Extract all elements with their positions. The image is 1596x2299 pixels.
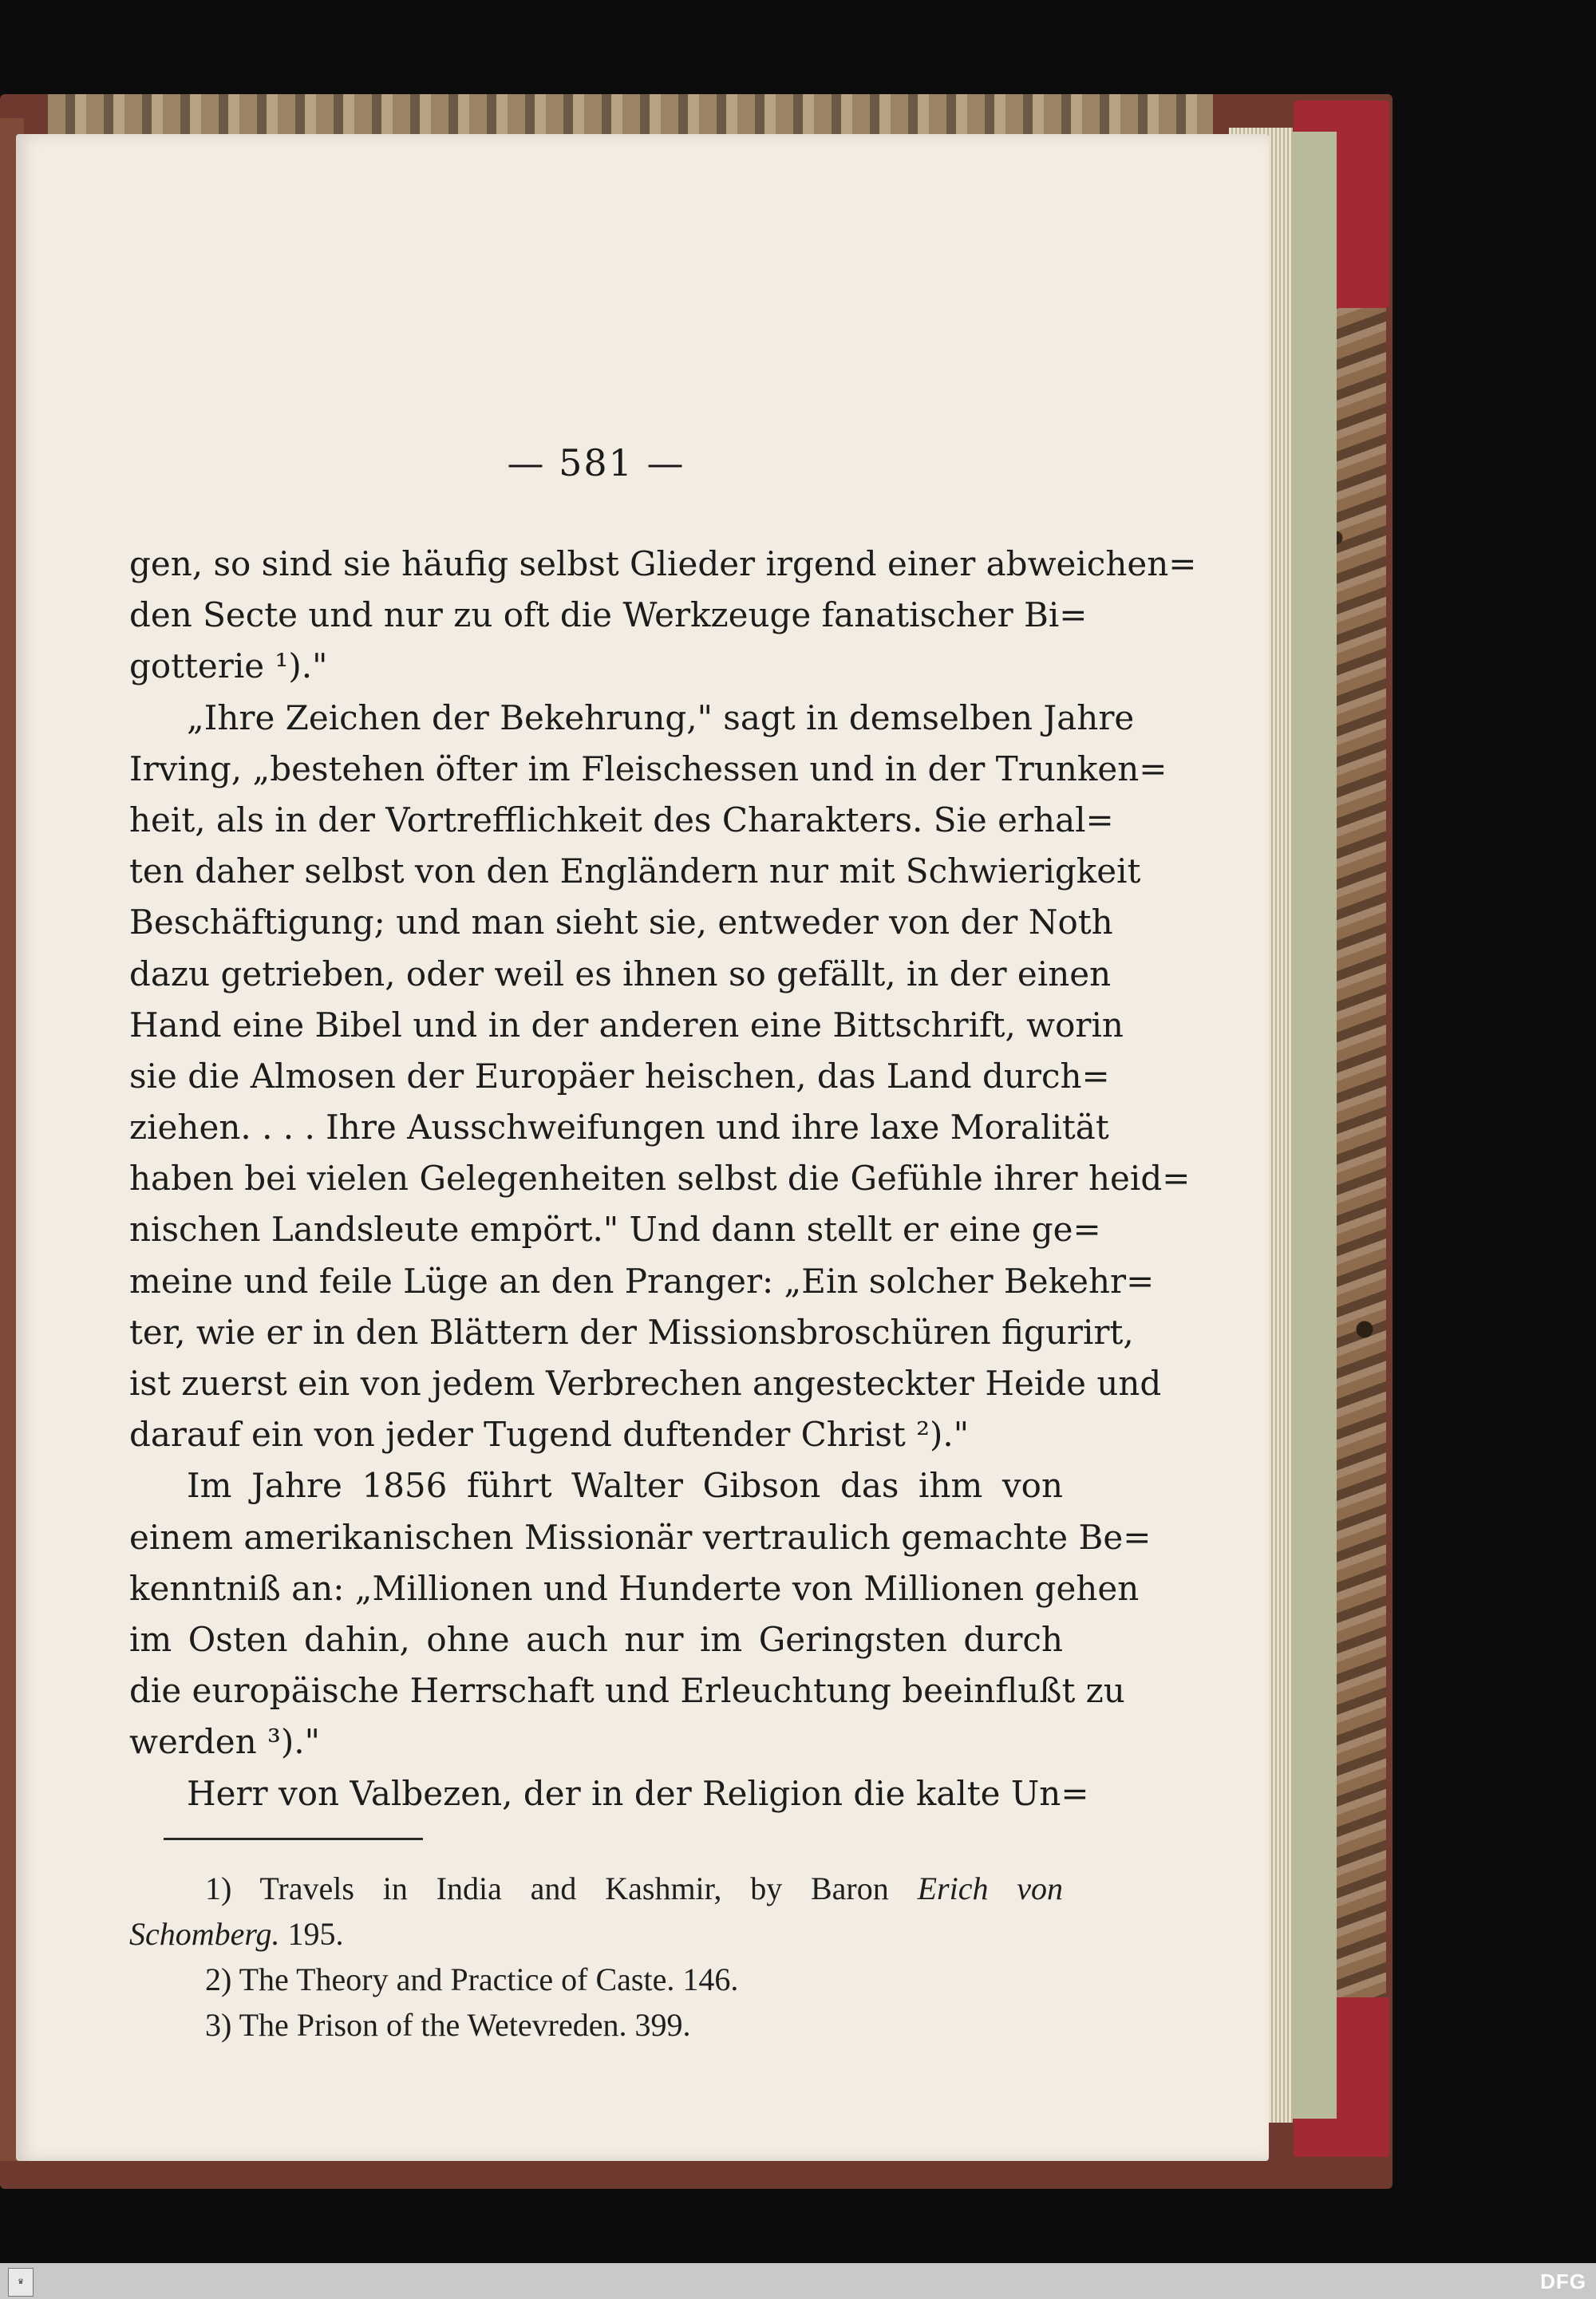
text-line: werden ³)." [129,1722,320,1762]
text-line: gotterie ¹)." [129,646,328,686]
text-line: sie die Almosen der Europäer heischen, das Land durch= [129,1056,1110,1096]
text-line: die europäische Herrschaft und Erleuchtung beeinflußt zu [129,1671,1125,1711]
viewer-footer-bar [0,2263,1596,2299]
text-line: darauf ein von jeder Tugend duftender Christ ²)." [129,1415,970,1455]
footnote-3: 3) The Prison of the Wetevreden. 399. [205,2007,691,2043]
text-line: meine und feile Lüge an den Pranger: „Ein solcher Bekehr= [129,1261,1155,1301]
text-line: „Ihre Zeichen der Bekehrung," sagt in demselben Jahre [187,697,1135,737]
text-line: im Osten dahin, ohne auch nur im Geringsten durch [129,1619,1063,1659]
footnote-1-cont: Schomberg. 195. [129,1916,344,1952]
text-line: dazu getrieben, oder weil es ihnen so gefällt, in der einen [129,954,1112,993]
text-line: Hand eine Bibel und in der anderen eine Bittschrift, worin [129,1005,1124,1045]
footnote-1: 1) Travels in India and Kashmir, by Baron Erich von [205,1870,1064,1906]
text-line: ziehen. . . . Ihre Ausschweifungen und ihre laxe Moralität [129,1108,1109,1148]
text-line: Beschäftigung; und man sieht sie, entweder von der Noth [129,903,1113,942]
page-number: — 581 — [507,441,685,484]
text-line: Irving, „bestehen öfter im Fleischessen und in der Trunken= [129,749,1167,788]
text-line: den Secte und nur zu oft die Werkzeuge fanatischer Bi= [129,595,1088,635]
text-line: kenntniß an: „Millionen und Hunderte von Millionen gehen [129,1568,1140,1608]
text-line: ist zuerst ein von jedem Verbrechen angesteckter Heide und [129,1364,1162,1403]
dfg-logo: DFG [1540,2269,1586,2293]
footnote-divider [164,1838,423,1840]
footnotes [129,1866,1063,2048]
body-text [129,539,1197,1819]
text-line: gen, so sind sie häufig selbst Glieder irgend einer abweichen= [129,544,1197,583]
library-seal-icon: ♛ [8,2268,34,2297]
text-line: Im Jahre 1856 führt Walter Gibson das ihm von [187,1466,1063,1506]
text-line: haben bei vielen Gelegenheiten selbst die Gefühle ihrer heid= [129,1159,1191,1199]
text-line: Herr von Valbezen, der in der Religion die kalte Un= [187,1773,1089,1813]
text-line: ter, wie er in den Blättern der Missionsbroschüren figurirt, [129,1312,1134,1352]
marbled-edge-top [48,94,1213,134]
book-page [16,134,1269,2161]
text-line: nischen Landsleute empört." Und dann stellt er eine ge= [129,1210,1101,1250]
text-line: einem amerikanischen Missionär vertraulich gemachte Be= [129,1517,1152,1557]
text-line: heit, als in der Vortrefflichkeit des Charakters. Sie erhal= [129,800,1114,839]
footnote-2: 2) The Theory and Practice of Caste. 146. [205,1961,739,1997]
text-line: ten daher selbst von den Engländern nur mit Schwierigkeit [129,851,1141,891]
